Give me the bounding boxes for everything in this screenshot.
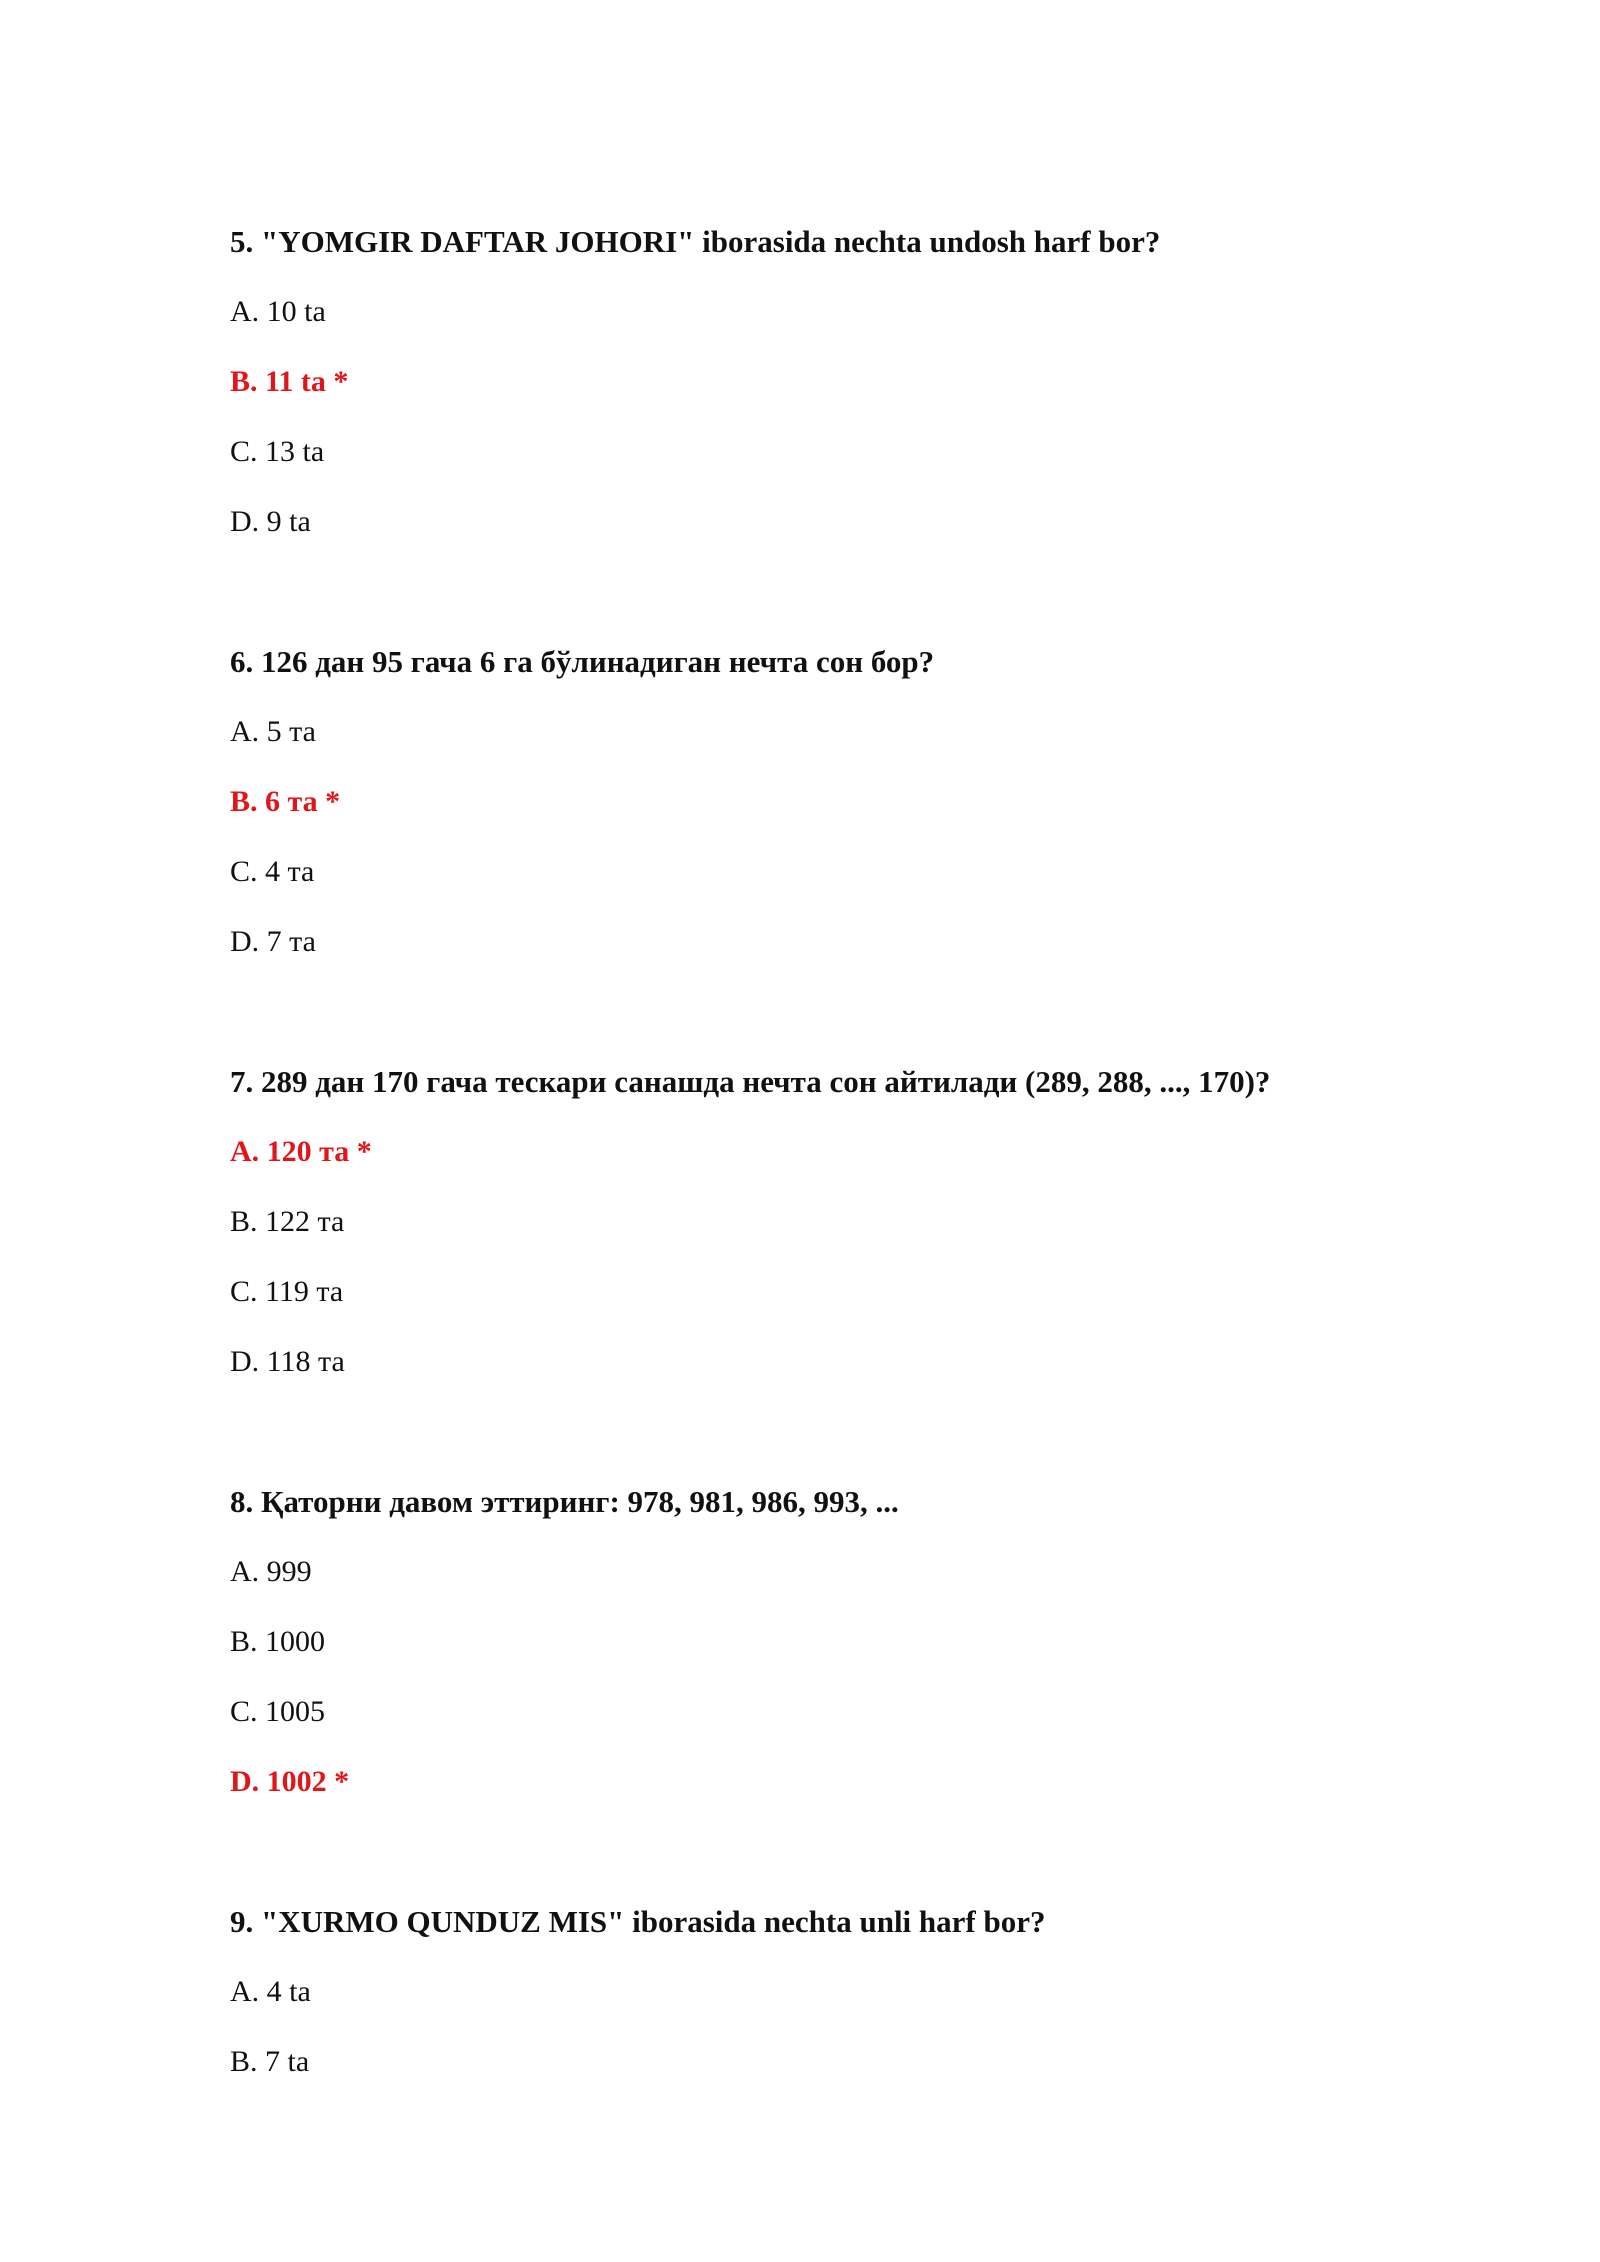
option-c: C. 119 та [230,1275,344,1308]
question-9 [230,1904,1480,2080]
option-d: D. 7 та [230,925,316,958]
question-5 [230,224,1480,540]
option-c: C. 4 та [230,855,315,888]
option-b: B. 7 ta [230,2045,310,2078]
option-b-correct: B. 11 ta * [230,365,349,398]
question-text: 9. "XURMO QUNDUZ MIS" iborasida nechta unli harf bor? [230,1904,1046,1939]
question-text: 6. 126 дан 95 гача 6 га бўлинадиган нечта сон бор? [230,644,935,679]
option-c: C. 1005 [230,1695,326,1728]
option-a: A. 10 ta [230,295,326,328]
question-7 [230,1064,1480,1380]
option-a: A. 5 та [230,715,316,748]
question-8 [230,1484,1480,1800]
question-text: 8. Қаторни давом эттиринг: 978, 981, 986, 993, ... [230,1484,899,1519]
option-d-correct: D. 1002 * [230,1765,350,1798]
option-a: A. 999 [230,1555,312,1588]
question-6 [230,644,1480,960]
option-b: B. 122 та [230,1205,345,1238]
option-b-correct: B. 6 та * [230,785,341,818]
option-c: C. 13 ta [230,435,325,468]
question-text: 7. 289 дан 170 гача тескари санашда нечта сон айтилади (289, 288, ..., 170)? [230,1064,1271,1099]
option-a: A. 4 ta [230,1975,311,2008]
option-a-correct: A. 120 та * [230,1135,372,1168]
option-d: D. 118 та [230,1345,345,1378]
option-d: D. 9 ta [230,505,311,538]
option-b: B. 1000 [230,1625,326,1658]
question-text: 5. "YOMGIR DAFTAR JOHORI" iborasida nechta undosh harf bor? [230,224,1161,259]
